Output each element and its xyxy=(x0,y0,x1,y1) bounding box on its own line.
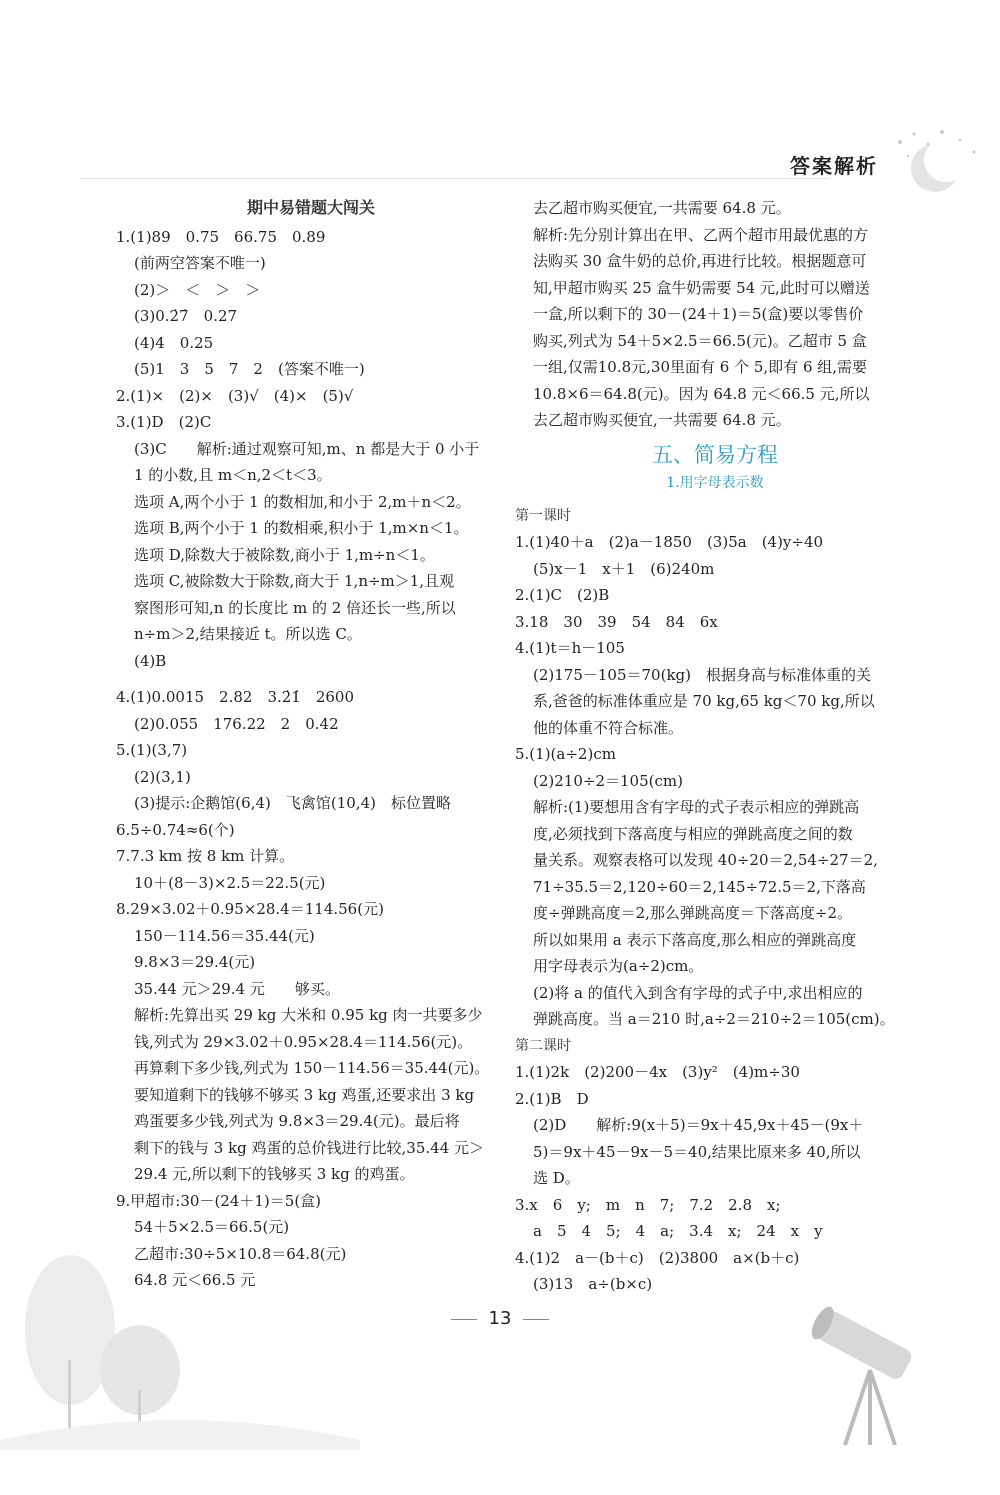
answer-line: 选项 A,两个小于 1 的数相加,和小于 2,m＋n＜2。 xyxy=(134,492,471,511)
answer-line: 弹跳高度。当 a＝210 时,a÷2＝210÷2＝105(cm)。 xyxy=(533,1010,895,1028)
answer-line: (2)(3,1) xyxy=(134,767,191,786)
answer-line: 解析:先算出买 29 kg 大米和 0.95 kg 肉一共要多少 xyxy=(134,1006,483,1024)
answer-line: 鸡蛋要多少钱,列式为 9.8×3＝29.4(元)。最后将 xyxy=(134,1112,460,1130)
tree-illustration xyxy=(0,1250,360,1450)
answer-line: n÷m＞2,结果接近 t。所以选 C。 xyxy=(134,625,362,643)
answer-line: 他的体重不符合标准。 xyxy=(533,718,684,737)
answer-line: 4.(1)2 a－(b＋c) (2)3800 a×(b＋c) xyxy=(515,1248,800,1267)
answer-line: 3.(1)D (2)C xyxy=(116,413,212,431)
answer-line: 度,必须找到下落高度与相应的弹跳高度之间的数 xyxy=(533,824,853,843)
answer-line: 5.(1)(a÷2)cm xyxy=(515,745,616,763)
answer-line: 35.44 元＞29.4 元 够买。 xyxy=(134,979,340,998)
answer-line: 150－114.56＝35.44(元) xyxy=(134,926,315,945)
answer-line: 2.(1)× (2)× (3)√ (4)× (5)√ xyxy=(116,386,354,405)
answer-line: 54＋5×2.5＝66.5(元) xyxy=(134,1218,290,1236)
answer-line: 选项 B,两个小于 1 的数相乘,积小于 1,m×n＜1。 xyxy=(134,519,469,537)
answer-line: (5)x－1 x＋1 (6)240m xyxy=(533,559,715,578)
answer-line: 去乙超市购买便宜,一共需要 64.8 元。 xyxy=(533,411,791,429)
answer-line: a 5 4 5; 4 a; 3.4 x; 24 x y xyxy=(533,1222,823,1240)
answer-line: 选项 C,被除数大于除数,商大于 1,n÷m＞1,且观 xyxy=(134,572,455,590)
answer-line: 5)＝9x＋45－9x－5＝40,结果比原来多 40,所以 xyxy=(533,1142,861,1161)
header-title: 答案解析 xyxy=(790,154,878,178)
answer-line: (3)C 解析:通过观察可知,m、n 都是大于 0 小于 xyxy=(134,439,480,458)
left-column xyxy=(116,195,506,1294)
answer-line: 6.5÷0.74≈6(个) xyxy=(116,820,235,839)
answer-line: 2.(1)B D xyxy=(515,1089,589,1108)
answer-line: 去乙超市购买便宜,一共需要 64.8 元。 xyxy=(533,199,791,217)
answer-line: 量关系。观察表格可以发现 40÷20＝2,54÷27＝2, xyxy=(533,851,878,869)
answer-line: 3.18 30 39 54 84 6x xyxy=(515,612,718,631)
answer-line: 要知道剩下的钱够不够买 3 kg 鸡蛋,还要求出 3 kg xyxy=(134,1085,475,1104)
answer-line: 度÷弹跳高度＝2,那么弹跳高度＝下落高度÷2。 xyxy=(533,904,852,922)
answer-line: (4)B xyxy=(134,651,167,670)
answer-line: 1.(1)40＋a (2)a－1850 (3)5a (4)y÷40 xyxy=(515,533,824,551)
right-column xyxy=(515,195,915,1298)
page-number-dash xyxy=(451,1319,477,1320)
answer-line: 一盒,所以剩下的 30－(24＋1)＝5(盒)要以零售价 xyxy=(533,305,864,323)
answer-line: 一组,仅需10.8元,30里面有 6 个 5,即有 6 组,需要 xyxy=(533,358,868,376)
answer-line: 察图形可知,n 的长度比 m 的 2 倍还长一些,所以 xyxy=(134,598,456,617)
page-number xyxy=(0,1308,1000,1329)
answer-line: 法购买 30 盒牛奶的总价,再进行比较。根据题意可 xyxy=(533,252,867,270)
answer-line: 64.8 元＜66.5 元 xyxy=(134,1271,256,1289)
answer-line: 10.8×6＝64.8(元)。因为 64.8 元＜66.5 元,所以 xyxy=(533,384,870,403)
answer-line: 知,甲超市购买 25 盒牛奶需要 54 元,此时可以赠送 xyxy=(533,278,870,297)
answer-line: 1.(1)2k (2)200－4x (3)y² (4)m÷30 xyxy=(515,1063,800,1081)
answer-line: 9.甲超市:30－(24＋1)＝5(盒) xyxy=(116,1191,322,1210)
answer-line: 9.8×3＝29.4(元) xyxy=(134,953,256,971)
moon-stars-decoration xyxy=(880,120,990,195)
page-number-value: 13 xyxy=(488,1308,512,1329)
answer-line: 购买,列式为 54＋5×2.5＝66.5(元)。乙超市 5 盒 xyxy=(533,331,867,350)
answer-line: 钱,列式为 29×3.02＋0.95×28.4＝114.56(元)。 xyxy=(134,1032,473,1051)
answer-line: (2)175－105＝70(kg) 根据身高与标准体重的关 xyxy=(533,665,871,684)
chapter-title: 五、简易方程 xyxy=(652,442,778,467)
page-number-dash xyxy=(523,1319,549,1320)
answer-line: 1.(1)89 0.75 66.75 0.89 xyxy=(116,227,326,246)
answer-line: 7.7.3 km 按 8 km 计算。 xyxy=(116,847,295,865)
section-title: 期中易错题大闯关 xyxy=(246,198,375,217)
answer-line: 71÷35.5＝2,120÷60＝2,145÷72.5＝2,下落高 xyxy=(533,877,866,896)
answer-line: (2)210÷2＝105(cm) xyxy=(533,771,683,790)
answer-line: 乙超市:30÷5×10.8＝64.8(元) xyxy=(134,1244,347,1263)
answer-line: 3.x 6 y; m n 7; 7.2 2.8 x; xyxy=(515,1195,781,1214)
answer-line: (3)13 a÷(b×c) xyxy=(533,1275,653,1293)
answer-line: 10＋(8－3)×2.5＝22.5(元) xyxy=(134,873,326,892)
lesson-label: 第一课时 xyxy=(515,507,571,524)
sub-title: 1.用字母表示数 xyxy=(666,475,764,491)
answer-line: 5.(1)(3,7) xyxy=(116,741,188,759)
answer-line: 解析:(1)要想用含有字母的式子表示相应的弹跳高 xyxy=(533,798,860,816)
header-rule xyxy=(80,178,830,179)
answer-line: 选 D。 xyxy=(533,1169,580,1187)
answer-line: (2)0.055 176.22 2 0.42 xyxy=(134,714,339,733)
answer-line: (3)0.2̇7̇ 0.27 xyxy=(134,307,238,325)
answer-line: (2)D 解析:9(x＋5)＝9x＋45,9x＋45－(9x＋ xyxy=(533,1116,864,1134)
answer-line: 1 的小数,且 m＜n,2＜t＜3。 xyxy=(134,466,332,484)
answer-line: 8.29×3.02＋0.95×28.4＝114.56(元) xyxy=(116,900,384,918)
answer-line: 所以如果用 a 表示下落高度,那么相应的弹跳高度 xyxy=(533,930,857,949)
answer-line: 选项 D,除数大于被除数,商小于 1,m÷n＜1。 xyxy=(134,545,435,564)
answer-line: 系,爸爸的标准体重应是 70 kg,65 kg＜70 kg,所以 xyxy=(533,692,875,710)
answer-line: (2)将 a 的值代入到含有字母的式子中,求出相应的 xyxy=(533,983,863,1002)
answer-line: 解析:先分别计算出在甲、乙两个超市用最优惠的方 xyxy=(533,225,869,244)
answer-line: (3)提示:企鹅馆(6,4) 飞禽馆(10,4) 标位置略 xyxy=(134,794,451,812)
answer-line: (4)4 0.25 xyxy=(134,333,214,352)
answer-line: 再算剩下多少钱,列式为 150－114.56＝35.44(元)。 xyxy=(134,1059,490,1077)
answer-line: (5)1 3 5 7 2 (答案不唯一) xyxy=(134,360,365,378)
answer-line: 用字母表示为(a÷2)cm。 xyxy=(533,957,704,975)
answer-line: 2.(1)C (2)B xyxy=(515,586,610,604)
lesson-label: 第二课时 xyxy=(515,1037,571,1054)
answer-line: 4.(1)t＝h－105 xyxy=(515,639,625,657)
answer-line: (2)＞ ＜ ＞ ＞ xyxy=(134,280,261,299)
answer-line: 29.4 元,所以剩下的钱够买 3 kg 的鸡蛋。 xyxy=(134,1165,415,1183)
answer-line: (前两空答案不唯一) xyxy=(134,254,266,272)
answer-line: 剩下的钱与 3 kg 鸡蛋的总价钱进行比较,35.44 元＞ xyxy=(134,1138,485,1157)
answer-line: 4.(1)0.0015 2.82 3.2̇1̇ 2600 xyxy=(116,688,355,706)
